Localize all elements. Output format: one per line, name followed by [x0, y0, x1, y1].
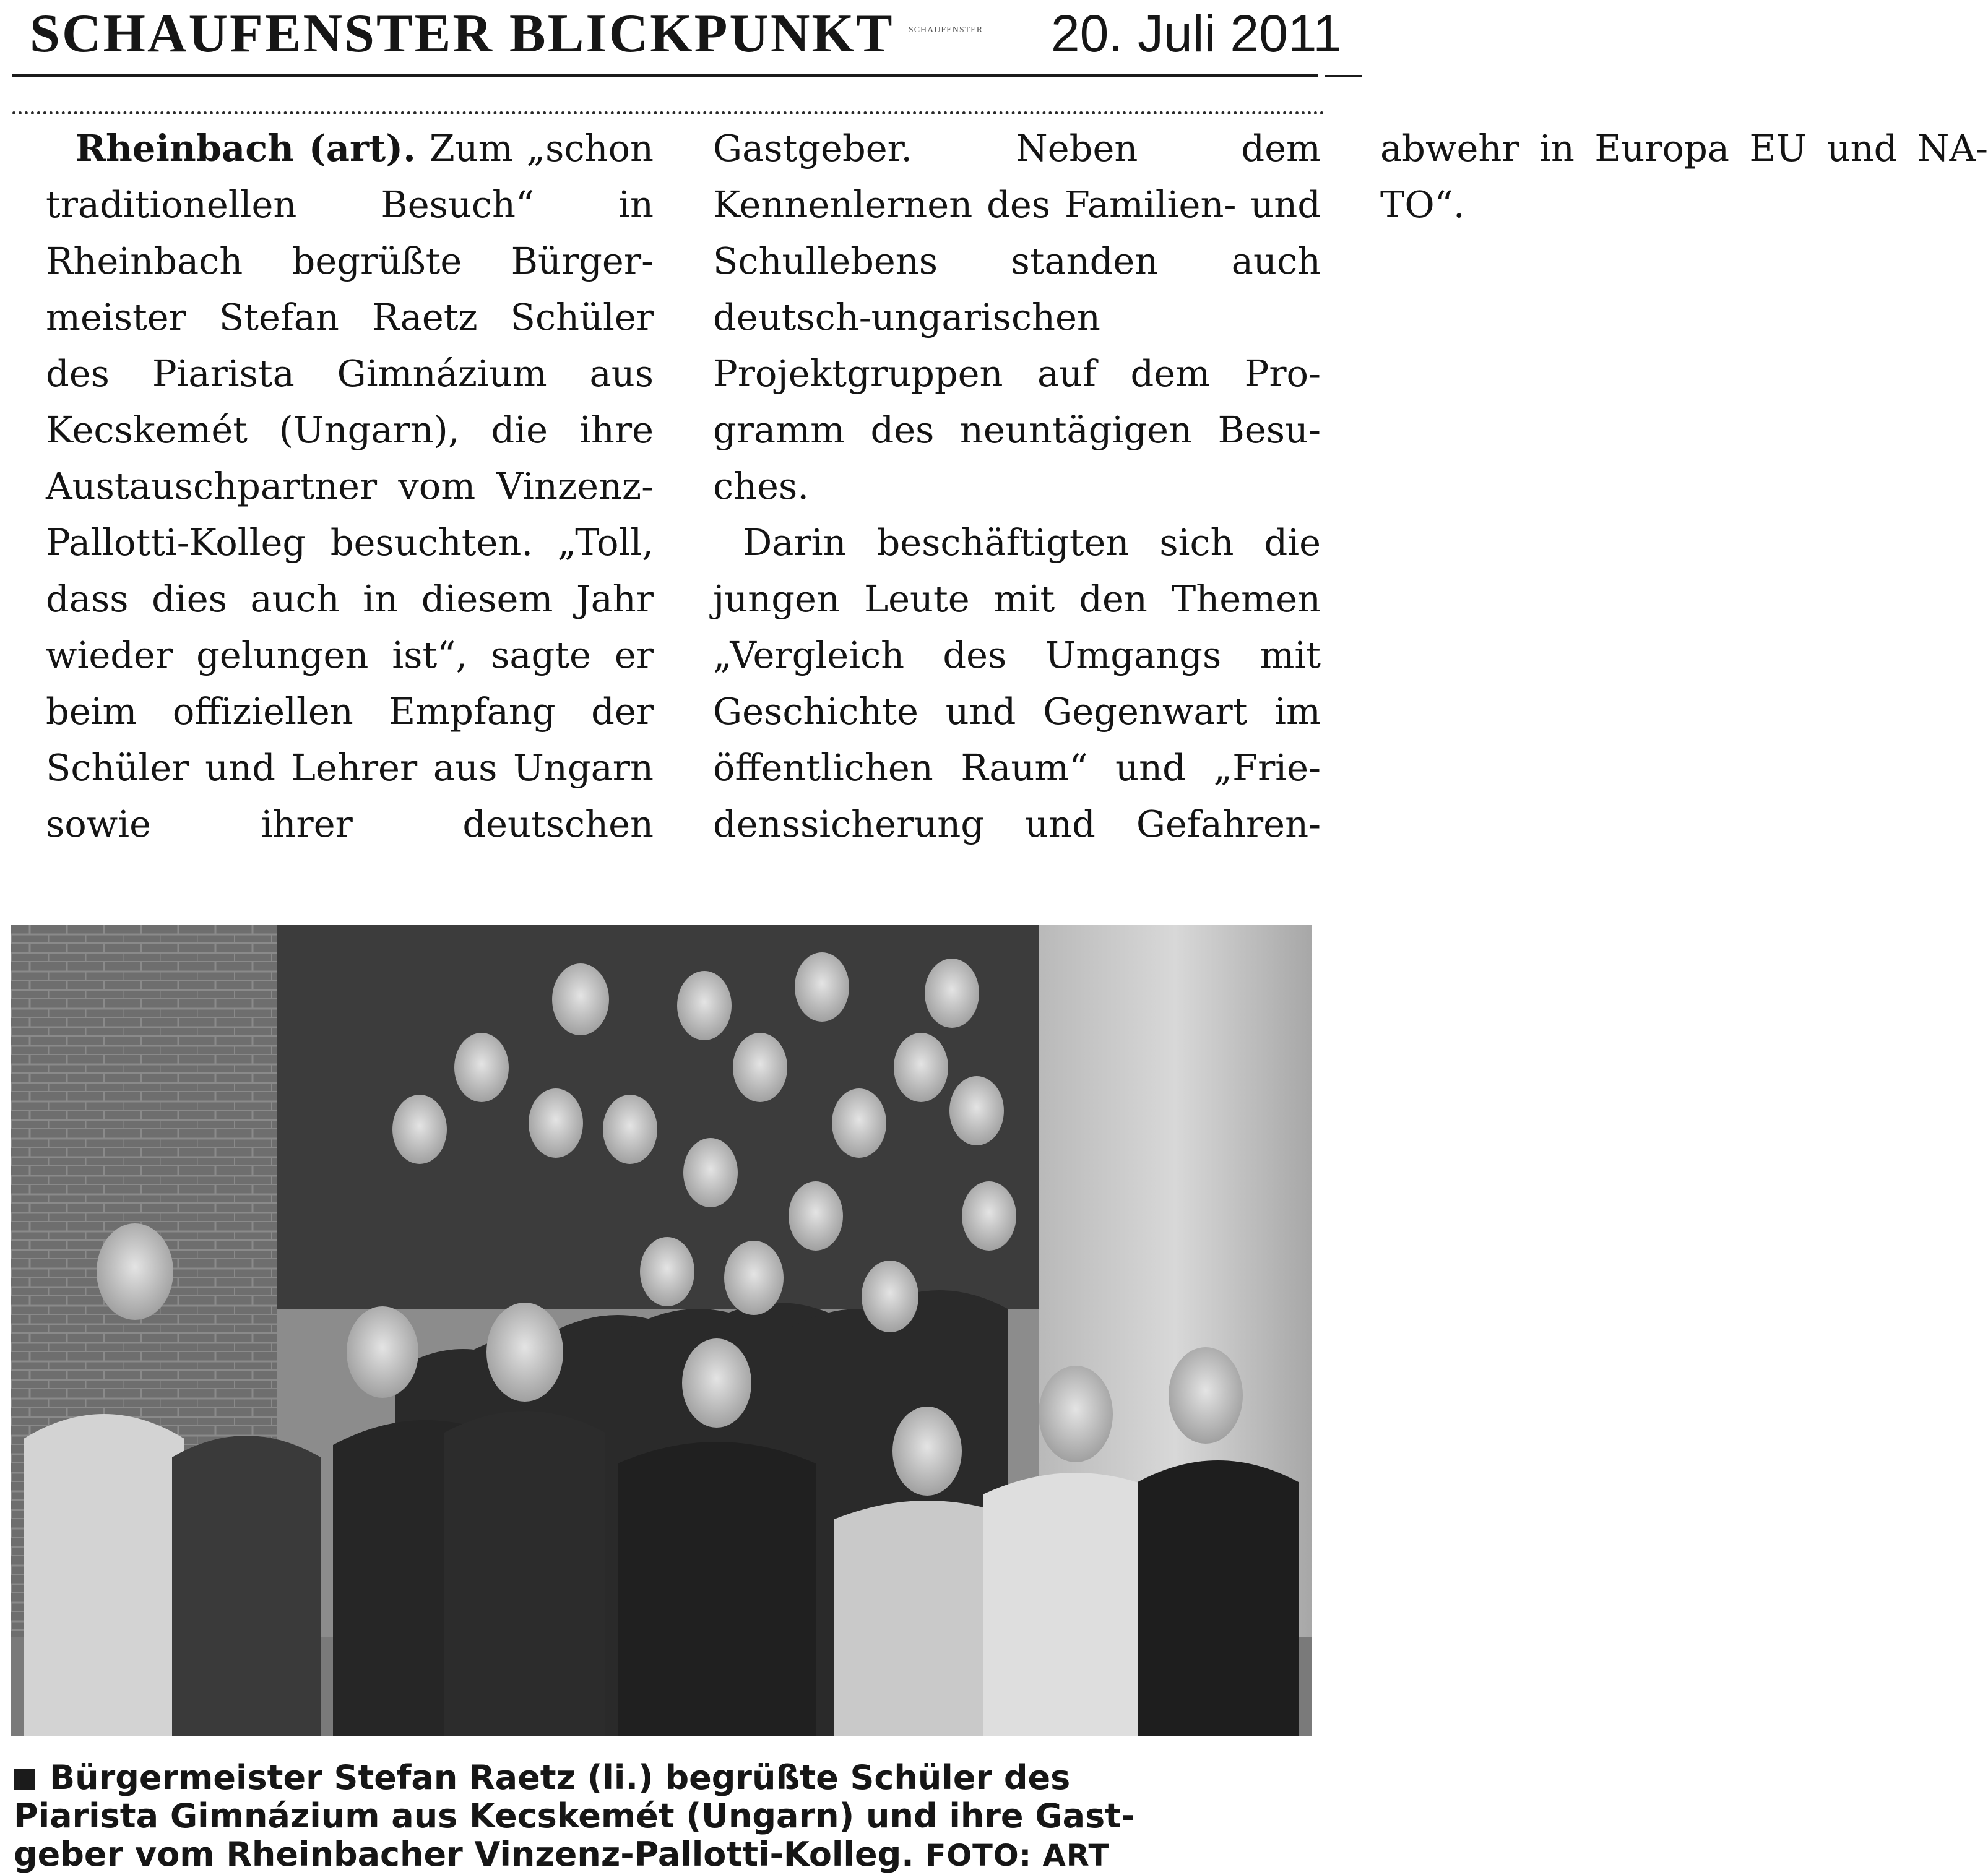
seal-text: SCHAUFENSTER	[908, 25, 983, 35]
caption-line-1-text: Bürgermeister Stefan Raetz (li.) begrüßte Schüler des	[50, 1758, 1071, 1797]
photo-caption	[14, 1759, 1311, 1875]
caption-bullet	[14, 1769, 35, 1790]
article-dateline: Rheinbach (art).	[76, 127, 416, 170]
group-photo	[11, 925, 1312, 1736]
publication-seal	[896, 16, 995, 45]
caption-line-3	[14, 1835, 1301, 1875]
photo-credit: FOTO: ART	[925, 1838, 1110, 1873]
publication-title: SCHAUFENSTER BLICKPUNKT	[30, 4, 894, 64]
masthead-rule-tail	[1325, 75, 1362, 77]
group-photo-illustration	[11, 925, 1312, 1736]
caption-line-1	[14, 1759, 1301, 1797]
caption-line-2: Piarista Gimnázium aus Kecskemét (Ungarn) und ihre Gast-	[14, 1796, 1135, 1835]
masthead-rule	[12, 74, 1318, 77]
article-paragraph-2: Darin beschäftigten sich die jungen Leute mit den Themen „Vergleich des Umgangs mit Geschichte und Gegenwart im öffentlichen Raum“ und „Friedenssicherung und Gefahrenabwehr in Europa EU und NATO“.	[713, 127, 1988, 845]
article-paragraph-1-text: Zum „schon traditionellen Besuch“ in Rheinbach begrüßte Bürgermeister Stefan Raetz Schüler des Piarista Gimnázium aus Kecskemét (Ungarn), die ihre Austauschpartner vom Vinzenz-Pallotti-Kolleg besuchten. „Toll, dass dies auch in diesem Jahr wieder gelungen ist“, sagte er beim offiziellen Empfang der Schüler und Lehrer aus Ungarn sowie ihrer deutschen Gastgeber. Neben dem Kennenlernen des Familien- und Schullebens standen auch deutsch-ungarischen Projektgruppen auf dem Programm des neuntägigen Besuches.	[46, 127, 1321, 845]
masthead	[30, 0, 1342, 73]
article-body	[46, 120, 1988, 906]
caption-line-1-content	[14, 1759, 1070, 1797]
dotted-divider	[12, 111, 1325, 114]
caption-line-3-text: geber vom Rheinbacher Vinzenz-Pallotti-Kolleg.	[14, 1835, 914, 1874]
issue-date: 20. Juli 2011	[1050, 4, 1342, 62]
